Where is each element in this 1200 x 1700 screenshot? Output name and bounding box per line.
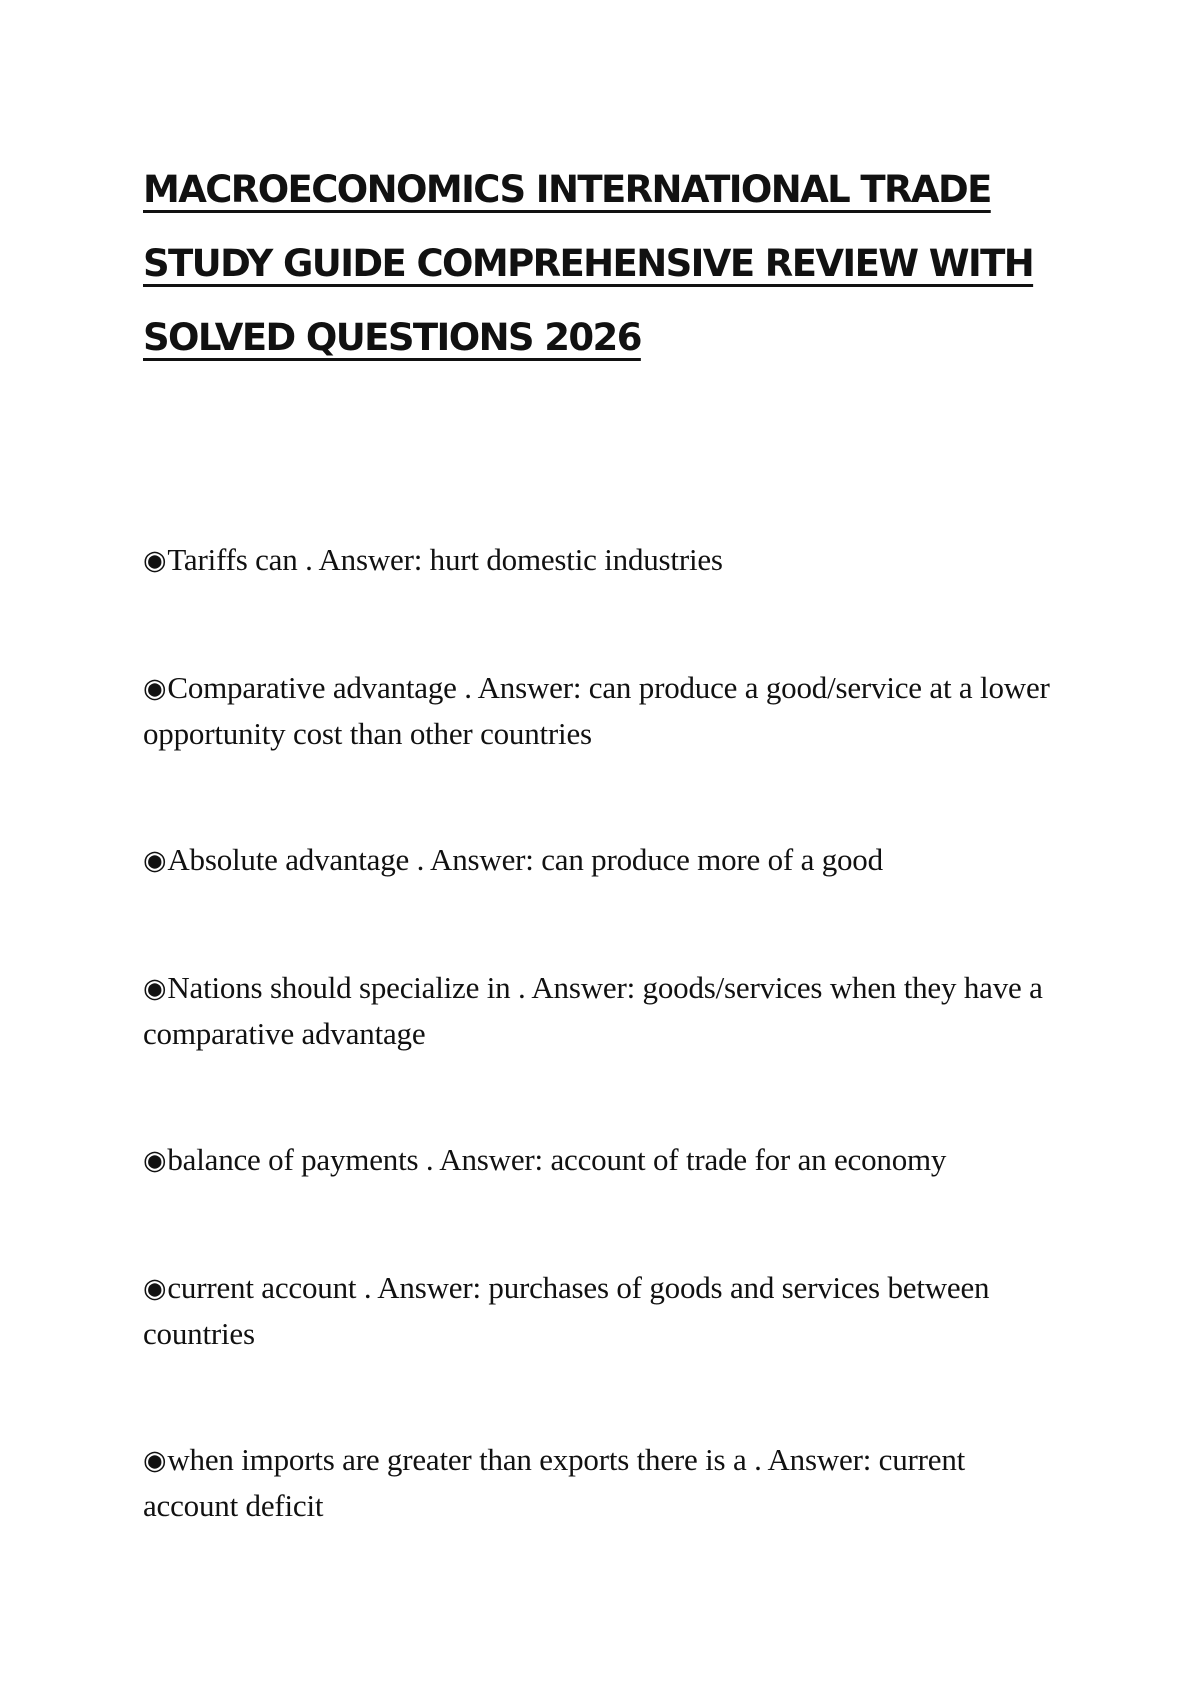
radio-bullet-icon: ◉ [143, 545, 167, 575]
qa-item-balance-of-payments [143, 1137, 1063, 1183]
qa-item-text: current account . Answer: purchases of goods and services between countries [143, 1270, 990, 1351]
qa-item-text: Comparative advantage . Answer: can produce a good/service at a lower opportunity cost than other countries [143, 670, 1050, 751]
radio-bullet-icon: ◉ [143, 845, 167, 875]
qa-item-text: Nations should specialize in . Answer: goods/services when they have a comparative advantage [143, 970, 1043, 1051]
radio-bullet-icon: ◉ [143, 1273, 167, 1303]
radio-bullet-icon: ◉ [143, 1445, 167, 1475]
document-title [143, 153, 1063, 375]
qa-item-tariffs [143, 537, 1063, 583]
qa-item-comparative-advantage [143, 665, 1063, 757]
radio-bullet-icon: ◉ [143, 1145, 167, 1175]
title-line-2: STUDY GUIDE COMPREHENSIVE REVIEW WITH [143, 242, 1034, 285]
qa-item-text: when imports are greater than exports there is a . Answer: current account deficit [143, 1442, 966, 1523]
title-line-1: MACROECONOMICS INTERNATIONAL TRADE [143, 168, 991, 211]
radio-bullet-icon: ◉ [143, 973, 167, 1003]
qa-item-specialization [143, 965, 1063, 1057]
qa-item-current-account-deficit [143, 1437, 1063, 1529]
qa-item-text: balance of payments . Answer: account of trade for an economy [167, 1142, 947, 1177]
qa-item-absolute-advantage [143, 837, 1063, 883]
qa-item-text: Absolute advantage . Answer: can produce more of a good [167, 842, 883, 877]
radio-bullet-icon: ◉ [143, 673, 167, 703]
qa-list [143, 537, 1063, 1609]
qa-item-text: Tariffs can . Answer: hurt domestic industries [167, 542, 723, 577]
qa-item-current-account [143, 1265, 1063, 1357]
title-line-3: SOLVED QUESTIONS 2026 [143, 316, 641, 359]
